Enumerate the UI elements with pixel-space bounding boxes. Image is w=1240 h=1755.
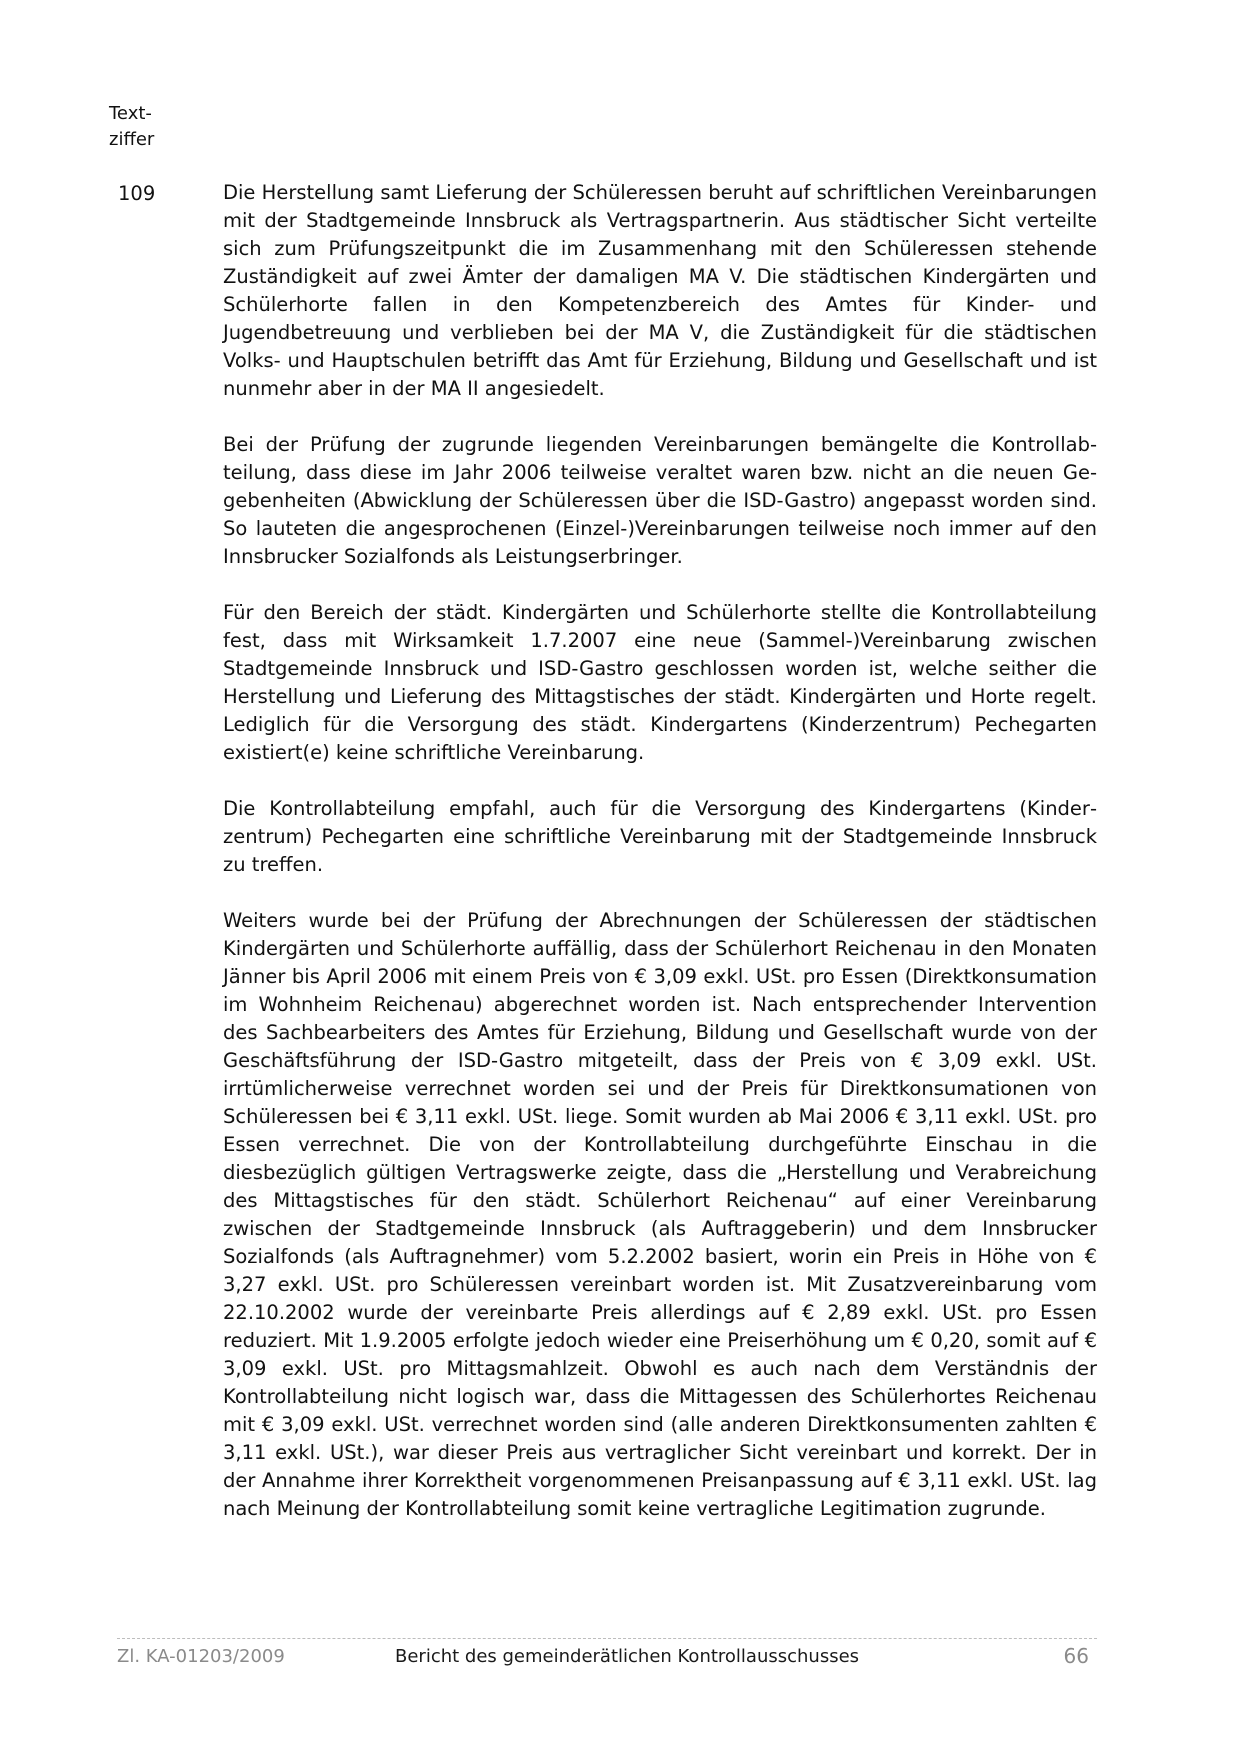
paragraph-2: Bei der Prüfung der zugrunde liegenden Vereinbarungen bemängelte die Kontrollabteilung, dass diese im Jahr 2006 teilweise veraltet waren bzw. nicht an die neuen Gegebenheiten (Abwicklung der Schüleressen über die ISD-Gastro) angepasst worden sind. So lauteten die angesprochenen (Einzel-)Vereinbarungen teilweise noch immer auf den Innsbrucker Sozialfonds als Leistungserbringer. (223, 433, 1097, 568)
footer-divider (117, 1638, 1097, 1639)
paragraph-5: Weiters wurde bei der Prüfung der Abrechnungen der Schüleressen der städtischen Kindergärten und Schülerhorte auffällig, dass der Schülerhort Reichenau in den Monaten Jänner bis April 2006 mit einem Preis von € 3,09 exkl. USt. pro Essen (Direktkonsumation im Wohnheim Reichenau) abgerechnet worden ist. Nach entsprechender Intervention des Sachbearbeiters des Amtes für Erziehung, Bildung und Gesellschaft wurde von der Geschäftsführung der ISD-Gastro mitgeteilt, dass der Preis von € 3,09 exkl. USt. irrtümlicherweise verrechnet worden sei und der Preis für Direktkonsumationen von Schüleressen bei € 3,11 exkl. USt. liege. Somit wurden ab Mai 2006 € 3,11 exkl. USt. pro Essen verrechnet. Die von der Kontrollabteilung durchgeführte Einschau in die diesbezüglich gültigen Vertragswerke zeigte, dass die „Herstellung und Verabreichung des Mittagstisches für den städt. Schülerhort Reichenau“ auf einer Vereinbarung zwischen der Stadtgemeinde Innsbruck (als Auftraggeberin) und dem Innsbrucker Sozialfonds (als Auftragnehmer) vom 5.2.2002 basiert, worin ein Preis in Höhe von € 3,27 exkl. USt. pro Schüleressen vereinbart worden ist. Mit Zusatzvereinbarung vom 22.10.2002 wurde der vereinbarte Preis allerdings auf € 2,89 exkl. USt. pro Essen reduziert. Mit 1.9.2005 erfolgte jedoch wieder eine Preiserhöhung um € 0,20, somit auf € 3,09 exkl. USt. pro Mittagsmahlzeit. Obwohl es auch nach dem Verständnis der Kontrollabteilung nicht logisch war, dass die Mittagessen des Schülerhortes Reichenau mit € 3,09 exkl. USt. verrechnet worden sind (alle anderen Direktkonsumenten zahlten € 3,11 exkl. USt.), war dieser Preis aus vertraglicher Sicht vereinbart und korrekt. Der in der Annahme ihrer Korrektheit vorgenommenen Preisanpassung auf € 3,11 exkl. USt. lag nach Meinung der Kontrollabteilung somit keine vertragliche Legitimation zugrunde. (223, 909, 1097, 1520)
paragraph-1: Die Herstellung samt Lieferung der Schüleressen beruht auf schriftlichen Vereinbarungen mit der Stadtgemeinde Innsbruck als Vertragspartnerin. Aus städtischer Sicht verteilte sich zum Prüfungszeitpunkt die im Zusammenhang mit den Schüleressen stehende Zuständigkeit auf zwei Ämter der damaligen MA V. Die städtischen Kindergärten und Schülerhorte fallen in den Kompetenzbereich des Amtes für Kinder- und Jugendbetreuung und verblieben bei der MA V, die Zuständigkeit für die städtischen Volks- und Hauptschulen betrifft das Amt für Erziehung, Bildung und Gesellschaft und ist nunmehr aber in der MA II angesiedelt. (223, 181, 1097, 400)
margin-label-textziffer: Text- ziffer (109, 103, 155, 150)
page-number: 66 (1063, 1644, 1089, 1668)
paragraph-3: Für den Bereich der städt. Kindergärten und Schülerhorte stellte die Kontrollabteilung fest, dass mit Wirksamkeit 1.7.2007 eine neue (Sammel-)Vereinbarung zwischen Stadtgemeinde Innsbruck und ISD-Gastro geschlossen worden ist, welche seither die Herstellung und Lieferung des Mittagstisches der städt. Kindergärten und Horte regelt. Lediglich für die Versorgung des städt. Kindergartens (Kinderzentrum) Pechegarten existiert(e) keine schriftliche Vereinbarung. (223, 601, 1097, 764)
page-footer (117, 1646, 1097, 1674)
paragraph-number: 109 (118, 182, 156, 205)
footer-title: Bericht des gemeinderätlichen Kontrollausschusses (395, 1646, 860, 1667)
paragraph-4: Die Kontrollabteilung empfahl, auch für die Versorgung des Kindergartens (Kinderzentrum) Pechegarten eine schriftliche Vereinbarung mit der Stadtgemeinde Innsbruck zu treffen. (223, 797, 1097, 876)
footer-reference: Zl. KA-01203/2009 (117, 1646, 285, 1667)
body-text (223, 179, 1097, 1551)
